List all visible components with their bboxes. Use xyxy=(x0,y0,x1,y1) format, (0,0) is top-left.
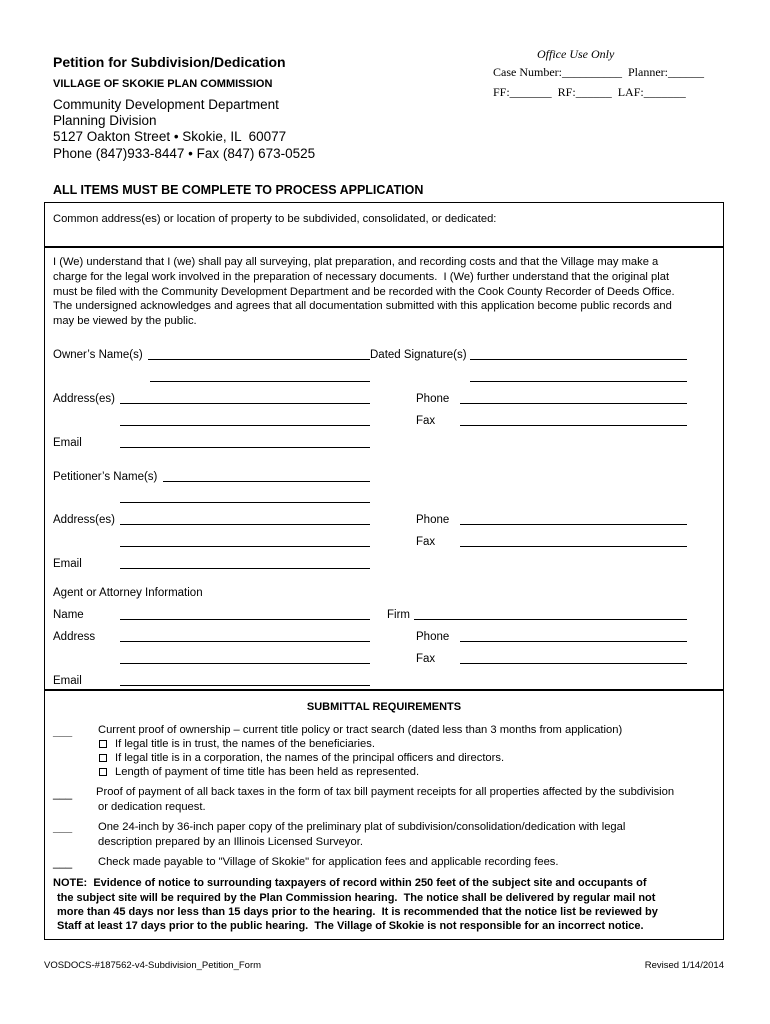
department-name: Community Development Department xyxy=(53,97,279,112)
requirement-text: Proof of payment of all back taxes in the form of tax bill payment receipts for all properties affected by the subdivision xyxy=(96,786,675,798)
checkbox[interactable] xyxy=(99,740,107,748)
petitioner-name-field[interactable] xyxy=(163,468,370,482)
requirement-check-blank[interactable]: ___ xyxy=(53,857,73,869)
checkbox-label: If legal title is in trust, the names of the beneficiaries. xyxy=(115,738,375,750)
checkbox-label: If legal title is in a corporation, the names of the principal officers and directors. xyxy=(115,752,505,764)
owner-email-label: Email xyxy=(53,437,82,449)
form-title: Petition for Subdivision/Dedication xyxy=(53,54,286,70)
petitioner-fax-label: Fax xyxy=(416,536,436,548)
requirement-check-blank[interactable]: ___ xyxy=(53,726,73,738)
revision-date: Revised 1/14/2014 xyxy=(644,960,724,971)
agent-address-field-2[interactable] xyxy=(120,650,370,664)
agent-phone-label: Phone xyxy=(416,631,450,643)
petitioner-address-label: Address(es) xyxy=(53,514,115,526)
owner-email-field[interactable] xyxy=(120,434,370,448)
owner-address-label: Address(es) xyxy=(53,393,115,405)
petitioner-fax-field[interactable] xyxy=(460,533,687,547)
requirement-text: One 24-inch by 36-inch paper copy of the preliminary plat of subdivision/consolidation/dedication with legal xyxy=(98,821,626,833)
notice-note-line: more than 45 days nor less than 15 days prior to the hearing. It is recommended that the notice list be reviewed by xyxy=(57,906,658,918)
requirement-text: description prepared by an Illinois Licensed Surveyor. xyxy=(98,836,363,848)
agent-heading: Agent or Attorney Information xyxy=(53,587,203,599)
owner-address-field[interactable] xyxy=(120,390,370,404)
agreement-line: I (We) understand that I (we) shall pay all surveying, plat preparation, and recording costs and that the Village may make a xyxy=(53,256,659,268)
agreement-line: must be filed with the Community Development Department and be recorded with the Cook County Recorder of Deeds Office. xyxy=(53,285,675,298)
agent-fax-field[interactable] xyxy=(460,650,687,664)
petitioner-address-field[interactable] xyxy=(120,511,370,525)
property-location-label: Common address(es) or location of property to be subdivided, consolidated, or dedicated: xyxy=(53,213,497,225)
checkbox-label: Length of payment of time title has been held as represented. xyxy=(115,766,420,778)
division-name: Planning Division xyxy=(53,113,157,128)
owner-name-label: Owner’s Name(s) xyxy=(53,349,143,361)
petitioner-name-label: Petitioner’s Name(s) xyxy=(53,471,158,483)
checkbox[interactable] xyxy=(99,768,107,776)
petitioner-phone-field[interactable] xyxy=(460,511,687,525)
agreement-line: charge for the legal work involved in the preparation of necessary documents. I (We) further understand that the original plat xyxy=(53,270,670,283)
agent-email-field[interactable] xyxy=(120,672,370,686)
document-id: VOSDOCS-#187562-v4-Subdivision_Petition_Form xyxy=(44,960,262,971)
petitioner-address-field-2[interactable] xyxy=(120,533,370,547)
owner-name-field-2[interactable] xyxy=(150,368,370,382)
agreement-paragraph xyxy=(53,255,675,329)
agent-phone-field[interactable] xyxy=(460,628,687,642)
petitioner-email-label: Email xyxy=(53,558,82,570)
petitioner-email-field[interactable] xyxy=(120,555,370,569)
phone-fax: Phone (847)933-8447 • Fax (847) 673-0525 xyxy=(53,146,316,161)
section-divider xyxy=(44,689,724,691)
instruction-heading: ALL ITEMS MUST BE COMPLETE TO PROCESS APPLICATION xyxy=(53,183,424,197)
petitioner-phone-label: Phone xyxy=(416,514,450,526)
owner-signature-label: Dated Signature(s) xyxy=(370,349,467,361)
checkbox[interactable] xyxy=(99,754,107,762)
office-use-title: Office Use Only xyxy=(537,47,615,61)
requirement-text: Check made payable to "Village of Skokie" for application fees and applicable recording fees. xyxy=(98,856,559,868)
submittal-heading: SUBMITTAL REQUIREMENTS xyxy=(306,701,462,713)
agent-firm-label: Firm xyxy=(387,609,410,621)
notice-note-line: Staff at least 17 days prior to the public hearing. The Village of Skokie is not responsible for an incorrect notice. xyxy=(57,920,644,932)
agent-address-field[interactable] xyxy=(120,628,370,642)
commission-name: VILLAGE OF SKOKIE PLAN COMMISSION xyxy=(53,78,273,90)
agreement-line: The undersigned acknowledges and agrees that all documentation submitted with this application become public records and xyxy=(53,300,672,313)
agreement-line: may be viewed by the public. xyxy=(53,315,197,327)
section-divider xyxy=(44,246,724,248)
office-use-fees: FF:_______ RF:______ LAF:_______ xyxy=(493,85,686,99)
owner-phone-field[interactable] xyxy=(460,390,687,404)
owner-signature-field-2[interactable] xyxy=(470,368,687,382)
street-address: 5127 Oakton Street • Skokie, IL 60077 xyxy=(53,129,287,144)
requirement-text: or dedication request. xyxy=(98,801,206,813)
agent-firm-field[interactable] xyxy=(414,606,687,620)
owner-fax-field[interactable] xyxy=(460,412,687,426)
petitioner-name-field-2[interactable] xyxy=(120,489,370,503)
notice-note-line: the subject site will be required by the Plan Commission hearing. The notice shall be delivered by regular mail not xyxy=(57,892,656,904)
requirement-check-blank[interactable]: ___ xyxy=(53,822,73,834)
owner-signature-field[interactable] xyxy=(470,346,687,360)
agent-name-label: Name xyxy=(53,609,84,621)
office-use-case-planner: Case Number:__________ Planner:______ xyxy=(493,65,704,79)
agent-fax-label: Fax xyxy=(416,653,436,665)
owner-phone-label: Phone xyxy=(416,393,450,405)
owner-address-field-2[interactable] xyxy=(120,412,370,426)
owner-fax-label: Fax xyxy=(416,415,436,427)
requirement-text: Current proof of ownership – current title policy or tract search (dated less than 3 months from application) xyxy=(98,724,623,736)
agent-name-field[interactable] xyxy=(120,606,370,620)
owner-name-field[interactable] xyxy=(148,346,370,360)
agent-address-label: Address xyxy=(53,631,96,643)
requirement-check-blank[interactable]: ___ xyxy=(53,788,73,800)
notice-note-line: NOTE: Evidence of notice to surrounding taxpayers of record within 250 feet of the subject site and occupants of xyxy=(53,877,647,889)
agent-email-label: Email xyxy=(53,675,82,687)
